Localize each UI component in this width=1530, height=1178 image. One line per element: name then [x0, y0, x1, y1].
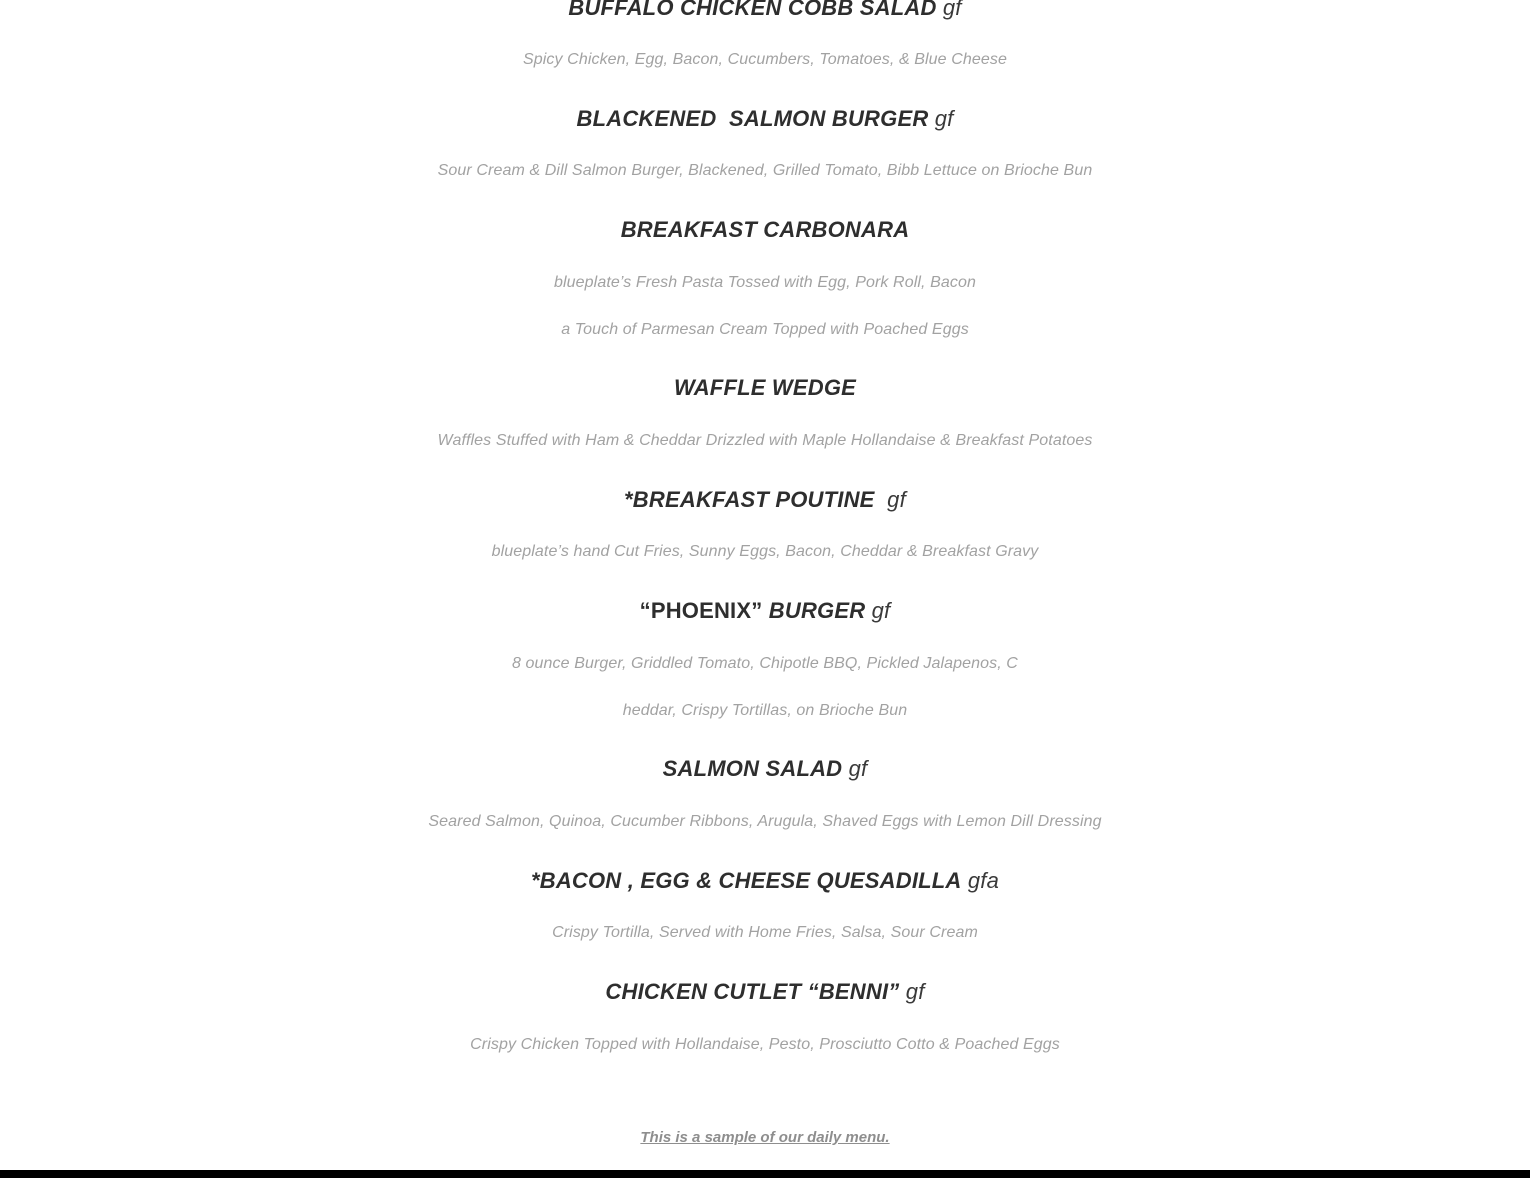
dietary-tag: gf — [936, 0, 962, 20]
menu-item-description: heddar, Crispy Tortillas, on Brioche Bun — [622, 702, 908, 719]
menu-item-description: Seared Salmon, Quinoa, Cucumber Ribbons, Arugula, Shaved Eggs with Lemon Dill Dressing — [428, 813, 1102, 830]
menu-item-name: WAFFLE WEDGE — [673, 375, 857, 400]
menu-item-title — [0, 868, 1530, 894]
dietary-tag: gfa — [961, 868, 1000, 893]
menu-item-title — [0, 106, 1530, 132]
menu-item-title — [0, 598, 1530, 624]
menu-item-description: Waffles Stuffed with Ham & Cheddar Drizzled with Maple Hollandaise & Breakfast Potatoes — [437, 432, 1093, 449]
footer-bar — [0, 1170, 1530, 1178]
menu-item-name: CHICKEN CUTLET “BENNI” — [605, 979, 900, 1004]
menu-item-description: Sour Cream & Dill Salmon Burger, Blackened, Grilled Tomato, Bibb Lettuce on Brioche Bun — [437, 162, 1093, 179]
dietary-tag: gf — [842, 756, 868, 781]
menu-item-description: 8 ounce Burger, Griddled Tomato, Chipotle BBQ, Pickled Jalapenos, C — [512, 655, 1018, 672]
menu-item-description: Crispy Tortilla, Served with Home Fries, Salsa, Sour Cream — [552, 924, 978, 941]
menu-item-name: BUFFALO CHICKEN COBB SALAD — [568, 0, 937, 20]
menu-item-name-prefix: “PHOENIX” — [639, 598, 769, 623]
menu-item-name: *BREAKFAST POUTINE — [624, 487, 875, 512]
menu-item-name: BREAKFAST CARBONARA — [620, 217, 910, 242]
menu-item-description: Crispy Chicken Topped with Hollandaise, Pesto, Prosciutto Cotto & Poached Eggs — [470, 1036, 1060, 1053]
menu-item-name: BLACKENED SALMON BURGER — [576, 106, 929, 131]
menu-item-title — [0, 756, 1530, 782]
menu-item-title — [0, 0, 1530, 21]
menu-note-container — [0, 1129, 1530, 1147]
menu-item-description: a Touch of Parmesan Cream Topped with Poached Eggs — [561, 321, 969, 338]
menu-item-name: SALMON SALAD — [662, 756, 843, 781]
menu-item-title — [0, 979, 1530, 1005]
menu-item-title — [0, 217, 1530, 243]
dietary-tag: gf — [865, 598, 891, 623]
dietary-tag: gf — [874, 487, 906, 512]
menu-item-description: blueplate’s hand Cut Fries, Sunny Eggs, Bacon, Cheddar & Breakfast Gravy — [491, 543, 1039, 560]
menu-item-description: Spicy Chicken, Egg, Bacon, Cucumbers, Tomatoes, & Blue Cheese — [523, 51, 1007, 68]
menu-item-description: blueplate’s Fresh Pasta Tossed with Egg, Pork Roll, Bacon — [554, 274, 976, 291]
menu-item-name: *BACON , EGG & CHEESE QUESADILLA — [530, 868, 962, 893]
menu-item-title — [0, 487, 1530, 513]
menu-item-title — [0, 375, 1530, 401]
dietary-tag: gf — [899, 979, 925, 1004]
sample-menu-note: This is a sample of our daily menu. — [640, 1129, 890, 1146]
dietary-tag: gf — [928, 106, 954, 131]
menu-item-name: BURGER — [768, 598, 866, 623]
